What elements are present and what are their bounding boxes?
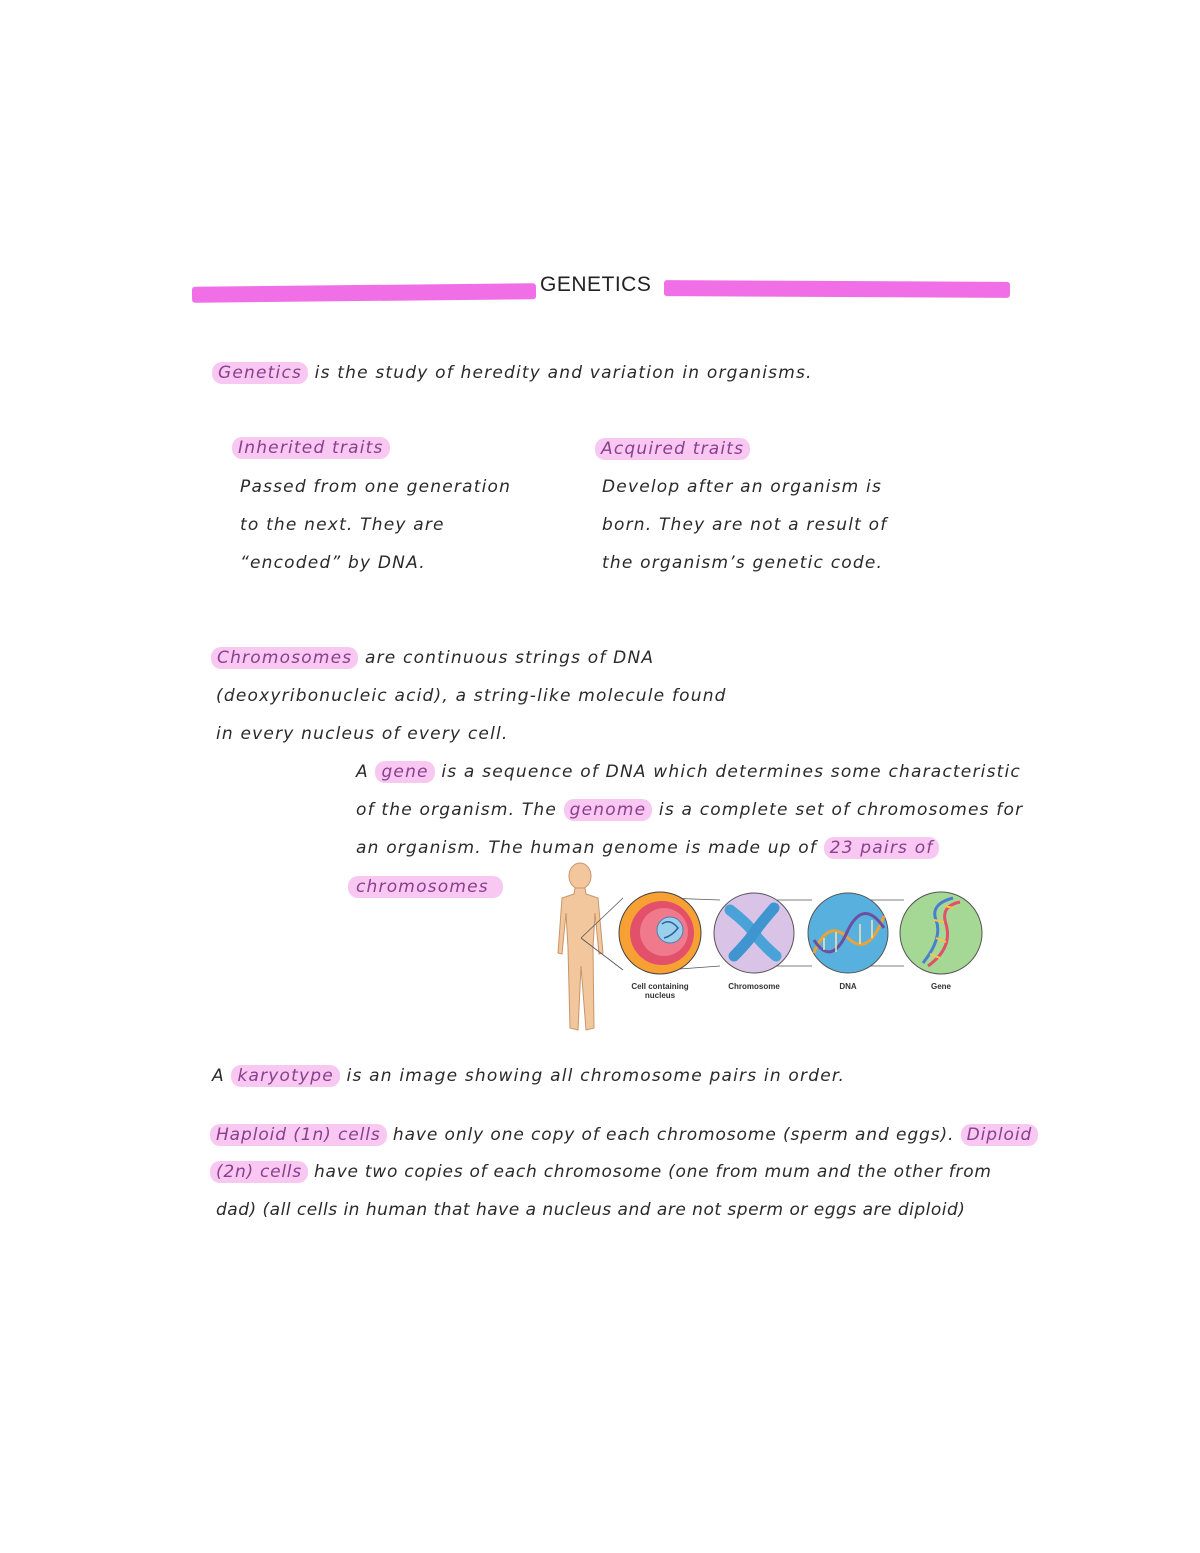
inherited-line-3: “encoded” by DNA. [240, 553, 426, 573]
chromosomes-line-1 [211, 648, 654, 668]
karyotype-text-a: A [212, 1066, 232, 1086]
ploidy-text-1: have only one copy of each chromosome (sperm and eggs). [386, 1125, 961, 1145]
gene-text-1b: is a sequence of DNA which determines some characteristic [434, 762, 1021, 782]
ploidy-line-2 [210, 1162, 992, 1182]
gene-line-4 [348, 877, 503, 897]
gene-icon [900, 892, 982, 974]
acquired-line-1: Develop after an organism is [602, 477, 883, 497]
human-body-icon [558, 863, 603, 1030]
chromosomes-line-3: in every nucleus of every cell. [216, 724, 509, 744]
chromosomes-term: Chromosomes [211, 647, 358, 669]
karyotype-line [212, 1066, 845, 1086]
title-bar-left [192, 283, 536, 303]
intro-line [212, 363, 813, 383]
diploid-term-b: (2n) cells [210, 1161, 308, 1183]
acquired-traits-heading: Acquired traits [595, 438, 750, 460]
karyotype-text-b: is an image showing all chromosome pairs in order. [339, 1066, 846, 1086]
ploidy-text-2: have two copies of each chromosome (one from mum and the other from [307, 1162, 992, 1182]
caption-nucleus: nucleus [644, 991, 676, 1000]
genome-term: genome [564, 799, 653, 821]
title-bar-right [664, 280, 1010, 298]
gene-line-2 [356, 800, 1023, 820]
gene-term: gene [375, 761, 434, 783]
haploid-term: Haploid (1n) cells [210, 1124, 387, 1146]
chromosome-figure-svg [548, 858, 992, 1038]
acquired-line-2: born. They are not a result of [602, 515, 888, 535]
chromosomes-line-2: (deoxyribonucleic acid), a string-like molecule found [216, 686, 727, 706]
acquired-line-3: the organism’s genetic code. [602, 553, 884, 573]
page-title: GENETICS [540, 273, 652, 296]
acquired-heading-line [595, 439, 750, 459]
caption-cell: Cell containing [631, 982, 689, 991]
cell-nucleus-icon [619, 892, 701, 974]
inherited-line-2: to the next. They are [240, 515, 445, 535]
chromosomes-text-1: are continuous strings of DNA [358, 648, 655, 668]
intro-text: is the study of heredity and variation in organisms. [308, 363, 813, 383]
ploidy-line-1 [210, 1125, 1038, 1145]
diploid-term-a: Diploid [961, 1124, 1039, 1146]
chromosomes-term-2: chromosomes [348, 876, 503, 898]
gene-text-2a: of the organism. The [356, 800, 564, 820]
inherited-traits-heading: Inherited traits [232, 437, 390, 459]
caption-chromosome: Chromosome [728, 982, 780, 991]
gene-text-1a: A [356, 762, 376, 782]
pairs-term: 23 pairs of [824, 837, 940, 859]
ploidy-line-3: dad) (all cells in human that have a nucleus and are not sperm or eggs are diploid) [216, 1200, 966, 1220]
gene-text-2b: is a complete set of chromosomes for [652, 800, 1024, 820]
genetics-term: Genetics [212, 362, 308, 384]
gene-line-1 [356, 762, 1021, 782]
inherited-line-1: Passed from one generation [240, 477, 512, 497]
chromosome-icon [714, 893, 794, 973]
caption-dna: DNA [839, 982, 857, 991]
chromosome-figure [548, 858, 992, 1038]
dna-helix-icon [808, 893, 888, 973]
inherited-heading-line [232, 438, 390, 458]
caption-gene: Gene [930, 982, 952, 991]
karyotype-term: karyotype [231, 1065, 340, 1087]
gene-line-3 [356, 838, 939, 858]
gene-text-3a: an organism. The human genome is made up of [356, 838, 824, 858]
